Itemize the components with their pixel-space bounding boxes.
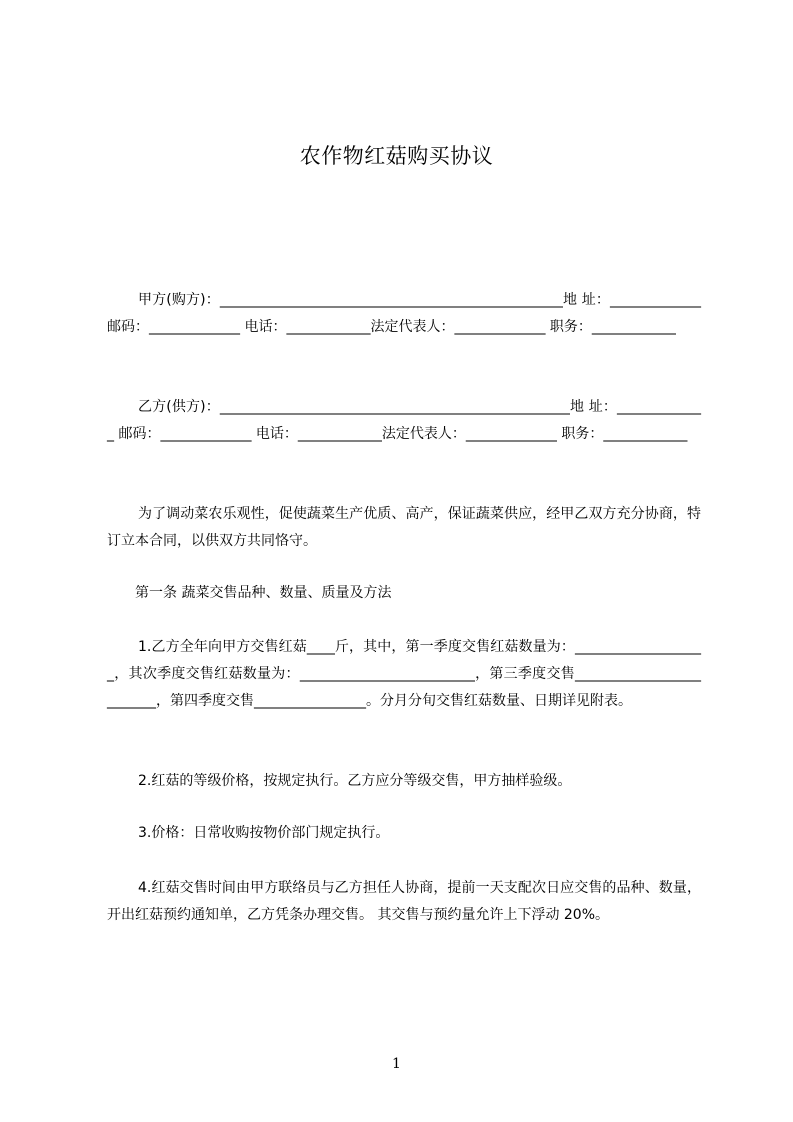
clause-4: 4.红菇交售时间由甲方联络员与乙方担任人协商，提前一天支配次日应交售的品种、数量，开出红菇预约通知单，乙方凭条办理交售。 其交售与预约量允许上下浮动 20%。 [107,880,701,923]
clause-3: 3.价格：日常收购按物价部门规定执行。 [138,825,390,841]
page-number: 1 [392,1056,401,1072]
article-1-heading: 第一条 蔬菜交售品种、数量、质量及方法 [135,585,392,601]
party-a-info: 甲方(购方)：_________________________________________________地 址：_____________ 邮码：_____________ 电话：____________法定代表人：_____________ 职务：____________ [107,292,701,335]
clause-1: 1.乙方全年向甲方交售红菇____斤，其中，第一季度交售红菇数量为：___________________，其次季度交售红菇数量为：_________________________，第三季度交售_________________________，第四季度交售________________。分月分旬交售红菇数量、日期详见附表。 [107,639,701,709]
party-b-info: 乙方(供方)：__________________________________________________地 址：_____________ 邮码：_____________ 电话：____________法定代表人：_____________ 职务：____________ [107,399,701,442]
page-title: 农作物红菇购买协议 [299,144,494,168]
clause-2: 2.红菇的等级价格，按规定执行。乙方应分等级交售，甲方抽样验级。 [138,773,572,789]
preamble-paragraph: 为了调动菜农乐观性，促使蔬菜生产优质、高产，保证蔬菜供应，经甲乙双方充分协商，特订立本合同，以供双方共同恪守。 [107,506,701,549]
